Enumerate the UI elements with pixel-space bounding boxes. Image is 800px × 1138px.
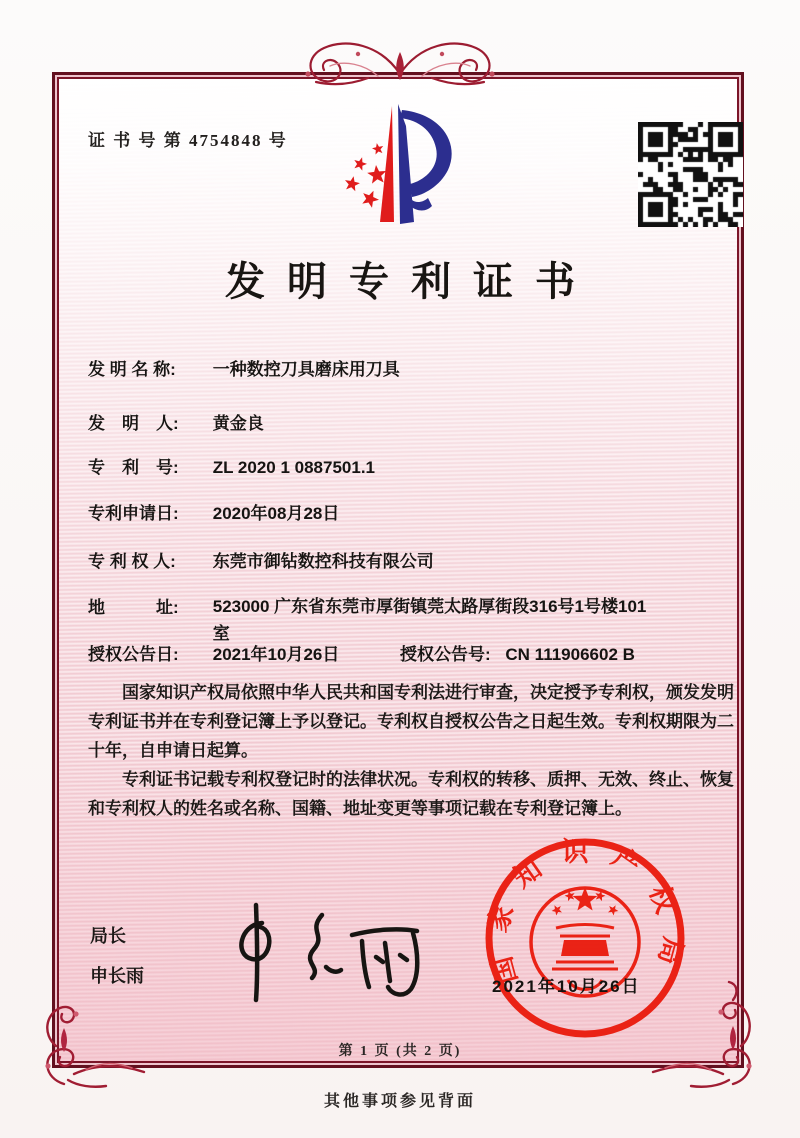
official-seal [468,830,703,1045]
qr-code [638,122,743,227]
signature-icon [210,893,440,1011]
page-number: 第 1 页 (共 2 页) [338,1044,462,1059]
field-label: 授权公告号: [400,645,491,664]
field-invention-name [88,355,400,380]
field-label: 专利申请日: [88,504,179,523]
address-line-1: 523000 广东省东莞市厚街镇莞太路厚街段316号1号楼101 [212,597,647,616]
field-label: 地 址: [88,598,179,617]
seal-date: 2021年10月26日 [492,977,641,996]
cnipa-logo-icon [330,96,470,236]
field-patentee [88,547,434,572]
field-value: 东莞市御钻数控科技有限公司 [212,552,434,571]
commissioner-name: 申长雨 [90,966,144,986]
address-line-2: 室 [212,624,230,643]
legal-paragraph-1: 国家知识产权局依照中华人民共和国专利法进行审查，决定授予专利权，颁发发明专利证书并在专利登记簿上予以登记。专利权自授权公告之日起生效。专利权期限为二十年，自申请日起算。 [88,683,734,760]
legal-text [88,678,738,823]
certificate-number: 证 书 号 第 4754848 号 [88,131,288,150]
field-value: CN 111906602 B [505,645,635,664]
footer-note: 其他事项参见背面 [323,1093,476,1110]
field-label: 授权公告日: [88,645,179,664]
field-inventor [88,409,264,434]
field-value [213,593,647,647]
field-grant-number [400,640,635,665]
certificate-title: 发明专利证书 [225,259,597,304]
field-value: ZL 2020 1 0887501.1 [212,458,375,477]
commissioner-title: 局长 [90,926,126,946]
field-filing-date [88,499,339,524]
legal-paragraph-2: 专利证书记载专利权登记时的法律状况。专利权的转移、质押、无效、终止、恢复和专利权人的姓名或名称、国籍、地址变更等事项记载在专利登记簿上。 [88,770,734,818]
field-value: 2020年08月28日 [212,504,340,523]
field-value: 黄金良 [212,414,264,433]
field-label: 发 明 人: [88,414,179,433]
field-address [88,593,646,647]
seal-ring-text: 国家知识产权局 [481,837,689,988]
field-label: 发 明 名 称: [88,360,176,379]
field-value: 2021年10月26日 [212,645,340,664]
field-label: 专 利 号: [88,458,179,477]
field-patent-number [88,453,375,478]
field-label: 专 利 权 人: [88,552,176,571]
field-grant-info [88,640,635,665]
field-value: 一种数控刀具磨床用刀具 [212,360,400,379]
svg-text:国家知识产权局 [481,837,688,987]
